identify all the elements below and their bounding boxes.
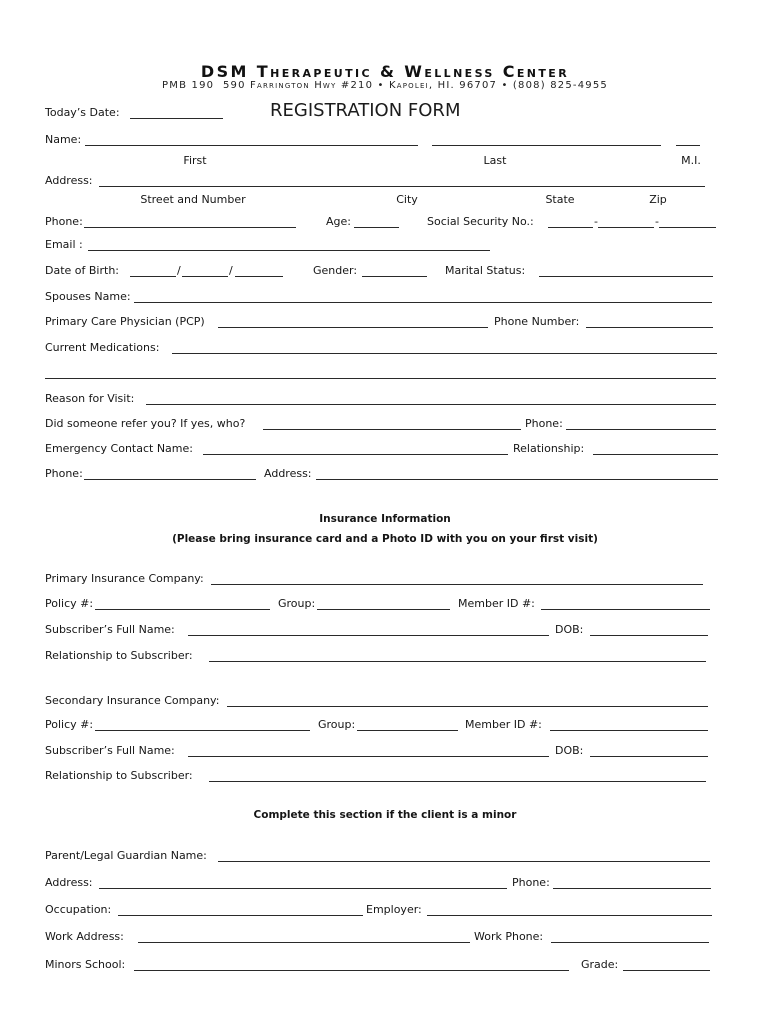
primary-subscriber-dob-field[interactable] — [590, 622, 708, 636]
secondary-policy-label: Policy #: — [45, 718, 94, 731]
primary-policy-label: Policy #: — [45, 597, 94, 610]
gender-field[interactable] — [362, 263, 427, 277]
row-emergency-phone-address — [0, 466, 770, 482]
ssn-part2-field[interactable] — [598, 214, 654, 228]
guardian-phone-field[interactable] — [553, 875, 711, 889]
row-guardian-address — [0, 875, 770, 891]
first-name-field[interactable] — [85, 132, 418, 146]
row-secondary-relationship — [0, 768, 770, 784]
first-name-caption: First — [183, 154, 207, 167]
emergency-contact-field[interactable] — [203, 441, 508, 455]
minor-school-field[interactable] — [134, 957, 569, 971]
ssn-part1-field[interactable] — [548, 214, 593, 228]
primary-subscriber-label: Subscriber’s Full Name: — [45, 623, 175, 636]
row-medications — [0, 340, 770, 356]
guardian-occupation-label: Occupation: — [45, 903, 112, 916]
dob-month-field[interactable] — [130, 263, 176, 277]
referral-phone-field[interactable] — [566, 416, 716, 430]
emergency-phone-label: Phone: — [45, 467, 83, 480]
row-email — [0, 237, 770, 253]
age-field[interactable] — [354, 214, 399, 228]
ssn-separator: - — [655, 215, 659, 228]
email-field[interactable] — [88, 237, 490, 251]
pcp-label: Primary Care Physician (PCP) — [45, 315, 205, 328]
primary-group-label: Group: — [278, 597, 316, 610]
minor-section-heading: Complete this section if the client is a minor — [253, 809, 517, 821]
medications-field-line2[interactable] — [45, 365, 716, 379]
ssn-separator: - — [594, 215, 598, 228]
reason-label: Reason for Visit: — [45, 392, 135, 405]
row-secondary-company — [0, 693, 770, 709]
middle-initial-caption: M.I. — [681, 154, 701, 167]
primary-member-id-field[interactable] — [541, 596, 710, 610]
row-reason — [0, 391, 770, 407]
guardian-phone-label: Phone: — [512, 876, 550, 889]
secondary-subscriber-dob-field[interactable] — [590, 743, 708, 757]
row-primary-policy — [0, 596, 770, 612]
primary-relationship-field[interactable] — [209, 648, 706, 662]
row-address — [0, 173, 770, 189]
secondary-relationship-field[interactable] — [209, 768, 706, 782]
address-field[interactable] — [99, 173, 705, 187]
reason-field[interactable] — [146, 391, 716, 405]
primary-insurance-company-label: Primary Insurance Company: — [45, 572, 204, 585]
secondary-member-id-field[interactable] — [550, 717, 708, 731]
emergency-address-label: Address: — [264, 467, 312, 480]
primary-member-id-label: Member ID #: — [458, 597, 535, 610]
emergency-relationship-label: Relationship: — [513, 442, 585, 455]
primary-group-field[interactable] — [317, 596, 450, 610]
age-label: Age: — [326, 215, 351, 228]
row-primary-company — [0, 571, 770, 587]
pcp-phone-label: Phone Number: — [494, 315, 580, 328]
guardian-work-address-field[interactable] — [138, 929, 470, 943]
secondary-subscriber-dob-label: DOB: — [555, 744, 584, 757]
guardian-address-label: Address: — [45, 876, 93, 889]
row-guardian-occupation — [0, 902, 770, 918]
emergency-phone-field[interactable] — [84, 466, 256, 480]
marital-status-field[interactable] — [539, 263, 713, 277]
secondary-subscriber-label: Subscriber’s Full Name: — [45, 744, 175, 757]
ssn-part3-field[interactable] — [659, 214, 716, 228]
medications-label: Current Medications: — [45, 341, 160, 354]
row-medications-continued — [0, 365, 770, 381]
dob-separator: / — [229, 264, 233, 277]
ssn-label: Social Security No.: — [427, 215, 534, 228]
middle-initial-field[interactable] — [676, 132, 700, 146]
guardian-work-phone-label: Work Phone: — [474, 930, 544, 943]
row-emergency-contact — [0, 441, 770, 457]
secondary-insurance-company-field[interactable] — [227, 693, 708, 707]
row-phone-age-ssn — [0, 214, 770, 230]
guardian-address-field[interactable] — [99, 875, 507, 889]
referral-field[interactable] — [263, 416, 521, 430]
name-label: Name: — [45, 133, 82, 146]
row-address-captions — [0, 192, 770, 208]
minor-school-label: Minors School: — [45, 958, 126, 971]
emergency-contact-label: Emergency Contact Name: — [45, 442, 193, 455]
clinic-address-line: PMB 190 590 Farrington Hwy #210 • Kapolei, HI. 96707 • (808) 825-4955 — [162, 80, 608, 91]
org-name: DSM Therapeutic & Wellness Center — [200, 62, 570, 81]
guardian-work-address-label: Work Address: — [45, 930, 124, 943]
secondary-policy-field[interactable] — [95, 717, 310, 731]
referral-phone-label: Phone: — [525, 417, 563, 430]
row-guardian-name — [0, 848, 770, 864]
row-secondary-subscriber — [0, 743, 770, 759]
primary-policy-field[interactable] — [95, 596, 270, 610]
referral-label: Did someone refer you? If yes, who? — [45, 417, 246, 430]
gender-label: Gender: — [313, 264, 358, 277]
row-todays-date — [0, 105, 770, 121]
spouse-name-field[interactable] — [134, 289, 712, 303]
secondary-group-field[interactable] — [357, 717, 458, 731]
dob-year-field[interactable] — [235, 263, 283, 277]
guardian-work-phone-field[interactable] — [551, 929, 709, 943]
guardian-employer-field[interactable] — [427, 902, 712, 916]
secondary-relationship-label: Relationship to Subscriber: — [45, 769, 193, 782]
row-pcp — [0, 314, 770, 330]
street-caption: Street and Number — [140, 193, 246, 206]
primary-subscriber-dob-label: DOB: — [555, 623, 584, 636]
row-guardian-work — [0, 929, 770, 945]
primary-subscriber-field[interactable] — [188, 622, 549, 636]
minor-grade-label: Grade: — [581, 958, 619, 971]
row-primary-relationship — [0, 648, 770, 664]
guardian-occupation-field[interactable] — [118, 902, 363, 916]
row-name-captions — [0, 153, 770, 169]
row-referral — [0, 416, 770, 432]
primary-insurance-company-field[interactable] — [211, 571, 703, 585]
secondary-group-label: Group: — [318, 718, 356, 731]
form-title: REGISTRATION FORM — [270, 100, 461, 121]
minor-grade-field[interactable] — [623, 957, 710, 971]
row-minor-school — [0, 957, 770, 973]
last-name-field[interactable] — [432, 132, 661, 146]
row-dob-gender-marital — [0, 263, 770, 279]
phone-field[interactable] — [84, 214, 296, 228]
zip-caption: Zip — [649, 193, 667, 206]
dob-separator: / — [177, 264, 181, 277]
last-name-caption: Last — [483, 154, 507, 167]
secondary-insurance-company-label: Secondary Insurance Company: — [45, 694, 220, 707]
row-secondary-policy — [0, 717, 770, 733]
email-label: Email : — [45, 238, 83, 251]
address-label: Address: — [45, 174, 93, 187]
todays-date-label: Today’s Date: — [45, 106, 120, 119]
city-caption: City — [396, 193, 418, 206]
dob-day-field[interactable] — [182, 263, 228, 277]
guardian-name-field[interactable] — [218, 848, 710, 862]
row-primary-subscriber — [0, 622, 770, 638]
dob-label: Date of Birth: — [45, 264, 120, 277]
state-caption: State — [545, 193, 575, 206]
row-name — [0, 132, 770, 148]
guardian-employer-label: Employer: — [366, 903, 422, 916]
emergency-relationship-field[interactable] — [593, 441, 718, 455]
primary-relationship-label: Relationship to Subscriber: — [45, 649, 193, 662]
phone-label: Phone: — [45, 215, 83, 228]
secondary-subscriber-field[interactable] — [188, 743, 549, 757]
row-spouse — [0, 289, 770, 305]
guardian-name-label: Parent/Legal Guardian Name: — [45, 849, 207, 862]
emergency-address-field[interactable] — [316, 466, 718, 480]
insurance-heading: Insurance Information — [319, 513, 451, 525]
pcp-field[interactable] — [218, 314, 488, 328]
marital-status-label: Marital Status: — [445, 264, 526, 277]
todays-date-field[interactable] — [130, 105, 223, 119]
secondary-member-id-label: Member ID #: — [465, 718, 542, 731]
medications-field[interactable] — [172, 340, 717, 354]
pcp-phone-field[interactable] — [586, 314, 713, 328]
insurance-note: (Please bring insurance card and a Photo ID with you on your first visit) — [172, 533, 598, 545]
spouse-name-label: Spouses Name: — [45, 290, 131, 303]
